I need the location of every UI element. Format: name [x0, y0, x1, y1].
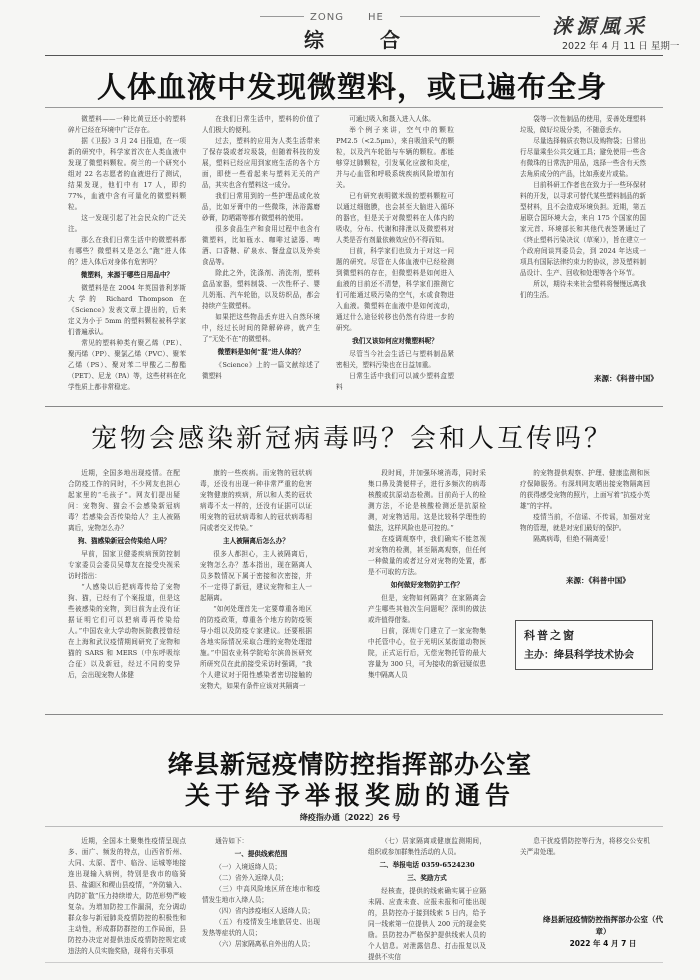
- paragraph: 日前，深圳专门建立了一家宠物集中托管中心，位于光明区某街道动物医院，正式运行后，无偿宠物托管的最大容量为 300 只，可为接收的新冠疑似患集中隔离人员: [368, 627, 486, 679]
- paragraph: 日常生活中我们可以减少塑料盒塑料: [336, 372, 454, 391]
- subheading: 微塑料是如何“混”进人体的？: [217, 348, 305, 356]
- article3-column-2: [202, 836, 320, 960]
- header-en-left: ZONG: [310, 12, 344, 23]
- paragraph: 隔离病毒，但绝不隔离爱！: [533, 535, 613, 543]
- article3-headline-line-1: 绛县新冠疫情防控指挥部办公室: [167, 750, 532, 779]
- header-rule-right: [400, 16, 540, 17]
- section-title: [304, 24, 400, 53]
- science-window-sponsor: 主办：绛县科学技术协会: [524, 650, 634, 661]
- paragraph: 的宠物提供观察、护理、健康监测和医疗保障服务。有深圳网友晒出接宠物隔离回的获得感受宠物的照片，上面写着“抗疫小英雄”的字样。: [520, 469, 650, 510]
- section-divider-2: [45, 714, 663, 715]
- article3-rule: [45, 826, 663, 827]
- paragraph: 可通过吸入和摄入进入人体。: [349, 115, 435, 123]
- subheading: 微塑料，来源于哪些日用品中？: [80, 271, 174, 279]
- paragraph: 近期，全国本土聚集性疫情呈现点多、面广、频发的特点，山西省忻州、大同、太原、晋中、临汾、运城等地接连出现输入病例，特别是我市的临猗县、盐湖区和稷山县疫情，“外防输入、内防扩散”压力持续增大，防范形势严峻复杂。为增加防控工作漏洞，充分调动群众参与新冠肺炎疫情防控的积极性和主动性，形成群防群控的工作局面，县防控办决定对提供违反疫情防控规定或违法的人员实施奖励，现将有关事项: [68, 837, 186, 955]
- paragraph: 在疫调观察中，我们确实不能忽视对宠物的检测，甚至隔离观察，但任何一种做量的或者过分对宠物的处置，都是不可取的方法。: [368, 535, 486, 576]
- article2-credit: 来源：《科普中国》: [566, 576, 630, 585]
- paragraph: 通告如下：: [215, 837, 249, 845]
- article1-column-2: [202, 114, 320, 404]
- notice-signature: 绛县新冠疫情防控指挥部办公室（代章）: [543, 915, 663, 936]
- article2-column-3: [368, 468, 486, 698]
- subheading: 主人被隔离后怎么办？: [223, 537, 289, 545]
- subheading: 一、提供线索范围: [234, 850, 288, 858]
- paragraph: 尽管当今社会生活已与塑料制品紧密相关，塑料污染也在日益加重。: [336, 350, 454, 369]
- paragraph: 我们日常用到的一些护理品或化妆品，比如牙膏中的一些微珠，沐浴露磨砂膏，防晒霜等都有微塑料的使用。: [202, 192, 320, 222]
- paragraph: 已有研究表明微米级的塑料颗粒可以通过细胞膜，也会甚至大脑进入循环的器官，但是关于对微塑料在人体内的吸收，分布、代谢和排泄以及微塑料对人类是否有剂量依赖效应仍不得而知。: [336, 192, 454, 244]
- paragraph: 疫情当前，不信谣、不传谣，加强对宠物的管理，就是对宠们最好的保护。: [520, 513, 650, 532]
- article1-rule: [45, 107, 663, 108]
- article3-column-1: [68, 836, 186, 960]
- paragraph: 举个例子来讲，空气中的颗粒 PM2.5（<2.5μm），来自吸油采气的颗粒，以及汽车轮胎与车辆的颗粒。都能够穿过肺颗粒，引发氧化应激和炎症，并与心血管和呼吸系统疾病风险增加有关。: [336, 126, 454, 189]
- header-rule-left: [260, 16, 304, 17]
- subheading: 狗、猫感染新冠会传染给人吗？: [77, 537, 171, 545]
- paragraph: 很多人都担心，主人被隔离后，宠物怎么办？基本指出，现在隔离人员多数情况下属于密接和次密接，并不一定得了新冠，建议宠物和主人一起隔离。: [200, 550, 312, 602]
- paragraph: 过去，塑料的应用为人类生活带来了保存袋或者垃圾袋，但随着科技的发展，塑料已经应用到家庭生活的各个方面，即使一些看起来与塑料无关的产品，其实也含有塑料这一成分。: [202, 137, 320, 189]
- page-header: [0, 0, 700, 58]
- article1-headline: 人体血液中发现微塑料，或已遍布全身: [96, 70, 607, 104]
- section-title-char-1: 综: [304, 28, 324, 52]
- paragraph: 所以，期待未来社会塑料将慢慢远离我们的生活。: [520, 280, 646, 299]
- article2-column-1: [68, 468, 180, 698]
- paragraph: （七）居家隔离或健康监测期间，组织或参加群集性活动的人员。: [368, 837, 486, 856]
- paragraph: 早前，国家卫健委疾病预防控制专家委员会委员吴尊友在接受央视采访时指出：: [68, 550, 180, 580]
- paragraph: （六）居家隔离私自外出的人员；: [215, 940, 315, 948]
- paragraph: （二）省外入返绛人员；: [215, 874, 288, 882]
- notice-signature-block: [540, 914, 666, 950]
- paragraph: 在我们日常生活中，塑料的价值了人们极大的便利。: [202, 115, 320, 134]
- paragraph: 但是，宠物如何隔离？在家隔离会产生哪些其他次生问题呢？深圳的做法或许值得借鉴。: [368, 594, 486, 624]
- paragraph: 目前，科学家们也致力于对这一问题的研究。尽管在人体血液中已经检测到微塑料的存在，但微塑料是如何进入血液的目前还不清楚，科学家们推测它们可能通过吸污染的空气，水或食物进入血液。微塑料在血液中是如何流动，通过什么途径转移也仍然有待进一步的研究。: [336, 247, 454, 332]
- paragraph: 《Science》上的一篇文献综述了微塑料: [202, 361, 320, 380]
- paragraph: 很多食品生产和食用过程中也含有微塑料，比如瓶水、咖啡过滤器、啤酒、口香糖、矿泉水、餐盘盒以及外卖食品等。: [202, 225, 320, 266]
- document-number: 绛疫指办通〔2022〕26 号: [299, 813, 401, 822]
- header-divider: [45, 55, 663, 56]
- article1-column-4: [520, 114, 646, 354]
- paragraph: 康的一些疾病。而宠物的冠状病毒，还没有出现一种非常严重的危害宠物健康的疾病，所以和人类的冠状病毒不太一样的，还没有证据可以证明宠物的冠状病毒和人的冠状病毒相同或者交叉传染。”: [200, 469, 312, 532]
- article1-column-1: [68, 114, 186, 404]
- masthead-brand: 涞源風采: [552, 14, 648, 38]
- paragraph: 据《卫报》3 月 24 日报道，在一项新的研究中，科学家首次在人类血液中发现了微塑料颗粒。荷兰的一个研究小组对 22 名志愿者的血液进行了测试，结果发现，他们中有 17 人，即约 77%，血液中含有可量化的微塑料颗粒。: [68, 137, 186, 211]
- article2-column-4: [520, 468, 650, 573]
- paragraph: 段时间，并加强环境消毒，同时采集口鼻及粪便样子，进行多频次的病毒核酸或抗原动态检测。目前尚于人的检测方法，不论是核酸检测还是抗原检测，对宠物适用。这是比较科学理性的做法，这样风险也是可控的。”: [368, 469, 486, 532]
- paragraph: （五）有疫情发生地旅居史、出现发热等症状的人员；: [202, 918, 320, 937]
- article1-column-3: [336, 114, 454, 404]
- paragraph: 经核查，提供的线索确实属于应隔未隔、应查未查、应报未报和可能出现的，县防控办于接到线索 5 日内，给予同一线索第一位提供人 200 元的现金奖励。县防控办严格保护提供线索人员的个人信息。对泄露信息、打击报复以及提供不实信: [368, 887, 486, 960]
- header-en-right: HE: [368, 12, 384, 23]
- paragraph: 微塑料——一种比黄豆还小的塑料碎片已经在环境中广泛存在。: [68, 115, 186, 134]
- subheading: 三、奖励方式: [407, 874, 447, 882]
- paragraph: 微塑料是在 2004 年英国普利茅斯大学的 Richard Thompson 在《Science》发表文章上提出的，后来定义为小于 5mm 的塑料颗粒被科学家们普遍承认。: [68, 284, 186, 336]
- section-title-char-2: 合: [380, 28, 400, 52]
- science-window-title: 科普之窗: [524, 629, 576, 642]
- notice-date: 2022 年 4 月 7 日: [569, 939, 637, 948]
- paragraph: 如果把这些物品丢弃进入自然环境中，经过长时间的降解碎碎，就产生了“无处不在”的微塑料。: [202, 313, 320, 343]
- article1-credit: 来源：《科普中国》: [594, 374, 658, 383]
- paragraph: 除此之外，洗涤剂、消洗剂，塑料盒品家器，塑料制袋、一次性杯子、婴儿奶瓶、汽车轮胎，以及纺织品，都会持续产生微塑料。: [202, 269, 320, 310]
- issue-date: 2022 年 4 月 11 日 星期一: [562, 41, 680, 52]
- footer-rule: [45, 962, 663, 963]
- paragraph: 常见的塑料种类有聚乙烯（PE）、聚丙烯（PP）、聚氯乙烯（PVC）、聚苯乙烯（PS）、聚对苯二甲酸乙二醇酯（PET）、尼龙（PA）等，这些材料在化学性质上都非常稳定。: [68, 339, 186, 391]
- paragraph: 目前科研工作者也在致力于一些环保材料的开发，以寻求可替代某些塑料制品的新型材料，且不会造成环境负担。近期，第五届联合国环境大会，来自 175 个国家的国家元首、环境部长和其他代表签署通过了《终止塑料污染决议（草案）》，旨在建立一个政府间谈判委员会，到 2024 年达成一项具有国际法律约束力的协议，涉及塑料制品设计、生产、回收和处理等各个环节。: [520, 181, 646, 277]
- paragraph: 袋等一次性制品的使用，妥善处理塑料垃圾，做好垃圾分类，不随意丢弃。: [520, 115, 646, 134]
- paragraph: 息干扰疫情防控等行为，将移交公安机关严肃处理。: [520, 837, 650, 856]
- subheading: 我们又该如何应对微塑料呢？: [352, 337, 438, 345]
- section-divider-1: [45, 406, 663, 407]
- article2-headline: 宠物会感染新冠病毒吗？会和人互传吗？: [90, 424, 613, 454]
- subheading: 如何做好宠物防护工作？: [390, 581, 464, 589]
- paragraph: “人感染以后把病毒传给了宠物狗、猫，已经有了个案报道，但是这些被感染的宠物，到目前为止没有证据证明它们可以把病毒再传染给人。”中国农业大学动物医院教授曾经在上海和武汉疫情期间研究了宠物和猫的 SARS 和 MERS（中东呼吸综合征）以及新冠，经过不同的变异后，会出现宠物人体健: [68, 583, 180, 679]
- paragraph: （一）入境返绛人员；: [215, 863, 282, 871]
- article2-column-2: [200, 468, 312, 698]
- paragraph: “如何处理首先一定要尊重各地区的防疫政策，尊重各个地方的防疫领导小组以及防疫专家建议。还要根据各地实际情况采取合理的宠物处理措施。”中国农业科学院哈尔滨兽医研究所研究员在此前接受采访时强调，“我个人建议对于阳性感染者密切接触的宠物犬，如果有条件应该对其隔离一: [200, 605, 312, 690]
- article3-headline-line-2: 关于给予举报奖励的通告: [184, 781, 515, 810]
- subheading: 二、举报电话 0359-6524230: [379, 861, 475, 869]
- paragraph: 尽量选择棉质衣物以及购物袋；日常出行尽量乘坐公共交通工具；避免使用一些含有微珠的日常洗护用品，选择一些含有天然去角质成分的产品，比如燕麦片或盐。: [520, 137, 646, 178]
- paragraph: 这一发现引起了社会民众的广泛关注。: [68, 214, 186, 233]
- paragraph: 那么在我们日常生活中的微塑料都有哪些？微塑料又是怎么“跑”进人体的？进入体后对身体有危害吗？: [68, 236, 186, 266]
- science-window-box: [515, 620, 653, 670]
- paragraph: （四）省内涉疫地区人返绛人员；: [215, 907, 315, 915]
- paragraph: 近期，全国多地出现疫情。在配合防疫工作的同时，不少网友也担心起家里的“毛孩子”。网友们提出疑问：宠物狗、猫会不会感染新冠病毒？若感染会否传染给人？主人被隔离后，宠物怎么办？: [68, 469, 180, 532]
- article3-column-4: [520, 836, 650, 876]
- paragraph: （三）中高风险地区所在地市和疫情发生地市入绛人员；: [202, 885, 320, 904]
- article3-column-3: [368, 836, 486, 960]
